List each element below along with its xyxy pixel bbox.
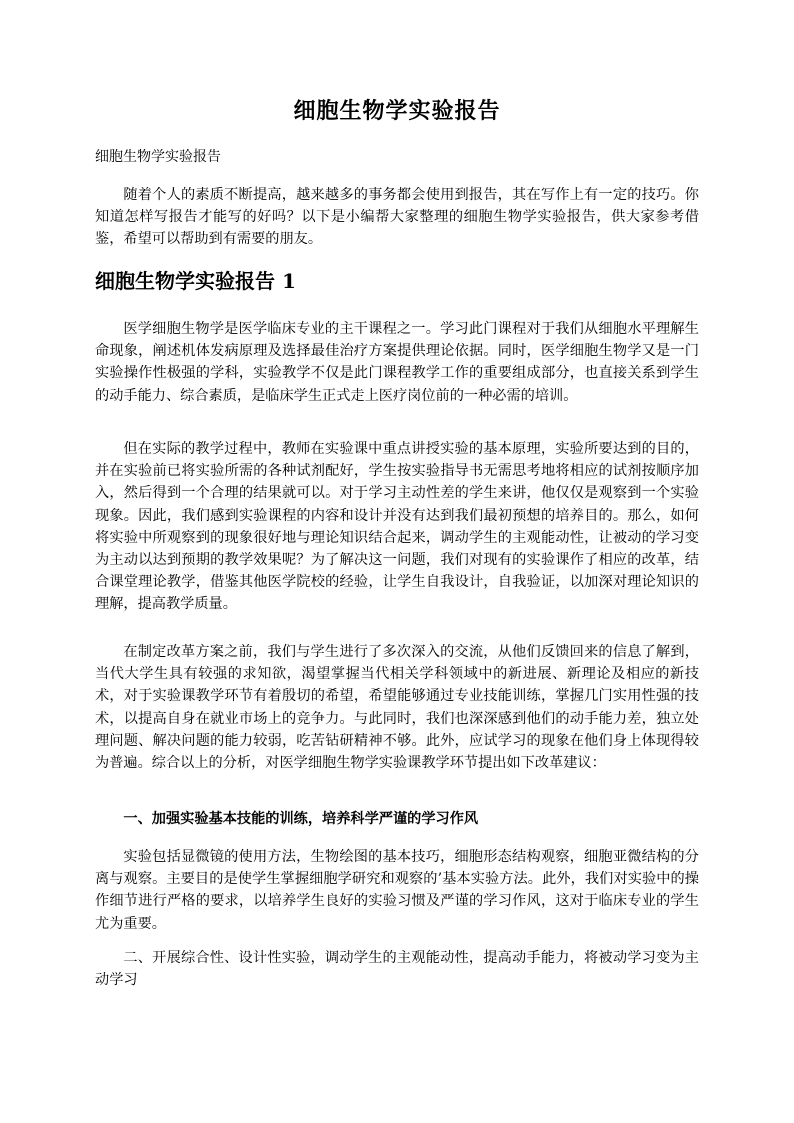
sub-heading-1: 一、加强实验基本技能的训练，培养科学严谨的学习作风: [123, 811, 479, 827]
body-paragraph: 在制定改革方案之前，我们与学生进行了多次深入的交流，从他们反馈回来的信息了解到，当代大学生具有较强的求知欲，渴望掌握当代相关学科领域中的新进展、新理论及相应的新技术，对于实验课教学环节有着殷切的希望，希望能够通过专业技能训练，掌握几门实用性强的技术，以提高自身在就业市场上的竞争力。与此同时，我们也深深感到他们的动手能力差，独立处理问题、解决问题的能力较弱，吃苦钻研精神不够。此外，应试学习的现象在他们身上体现得较为普遍。综合以上的分析，对医学细胞生物学实验课教学环节提出如下改革建议：: [95, 644, 699, 772]
intro-paragraph: 随着个人的素质不断提高，越来越多的事务都会使用到报告，其在写作上有一定的技巧。你知道怎样写报告才能写的好吗？以下是小编帮大家整理的细胞生物学实验报告，供大家参考借鉴，希望可以帮助到有需要的朋友。: [95, 187, 699, 248]
body-paragraph: 实验包括显微镜的使用方法，生物绘图的基本技巧，细胞形态结构观察，细胞亚微结构的分离与观察。主要目的是使学生掌握细胞学研究和观察的’基本实验方法。此外，我们对实验中的操作细节进行严格的要求，以培养学生良好的实验习惯及严谨的学习作风，这对于临床专业的学生尤为重要。: [95, 849, 699, 932]
section-heading: 细胞生物学实验报告 1: [95, 269, 296, 293]
body-paragraph: 但在实际的教学过程中，教师在实验课中重点讲授实验的基本原理，实验所要达到的目的，并在实验前已将实验所需的各种试剂配好，学生按实验指导书无需思考地将相应的试剂按顺序加入，然后得到一个合理的结果就可以。对于学习主动性差的学生来讲，他仅仅是观察到一个实验现象。因此，我们感到实验课程的内容和设计并没有达到我们最初预想的培养目的。那么，如何将实验中所观察到的现象很好地与理论知识结合起来，调动学生的主观能动性，让被动的学习变为主动以达到预期的教学效果呢？为了解决这一问题，我们对现有的实验课作了相应的改革，结合课堂理论教学，借鉴其他医学院校的经验，让学生自我设计，自我验证，以加深对理论知识的理解，提高教学质量。: [95, 441, 699, 613]
document-title: 细胞生物学实验报告: [293, 98, 501, 124]
document-subtitle: 细胞生物学实验报告: [95, 149, 221, 165]
sub-heading-2: 二、开展综合性、设计性实验，调动学生的主观能动性，提高动手能力，将被动学习变为主动学习: [95, 950, 699, 989]
body-paragraph: 医学细胞生物学是医学临床专业的主干课程之一。学习此门课程对于我们从细胞水平理解生命现象，阐述机体发病原理及选择最佳治疗方案提供理论依据。同时，医学细胞生物学又是一门实验操作性极强的学科，实验教学不仅是此门课程教学工作的重要组成部分，也直接关系到学生的动手能力、综合素质，是临床学生正式走上医疗岗位前的一种必需的培训。: [95, 321, 699, 404]
